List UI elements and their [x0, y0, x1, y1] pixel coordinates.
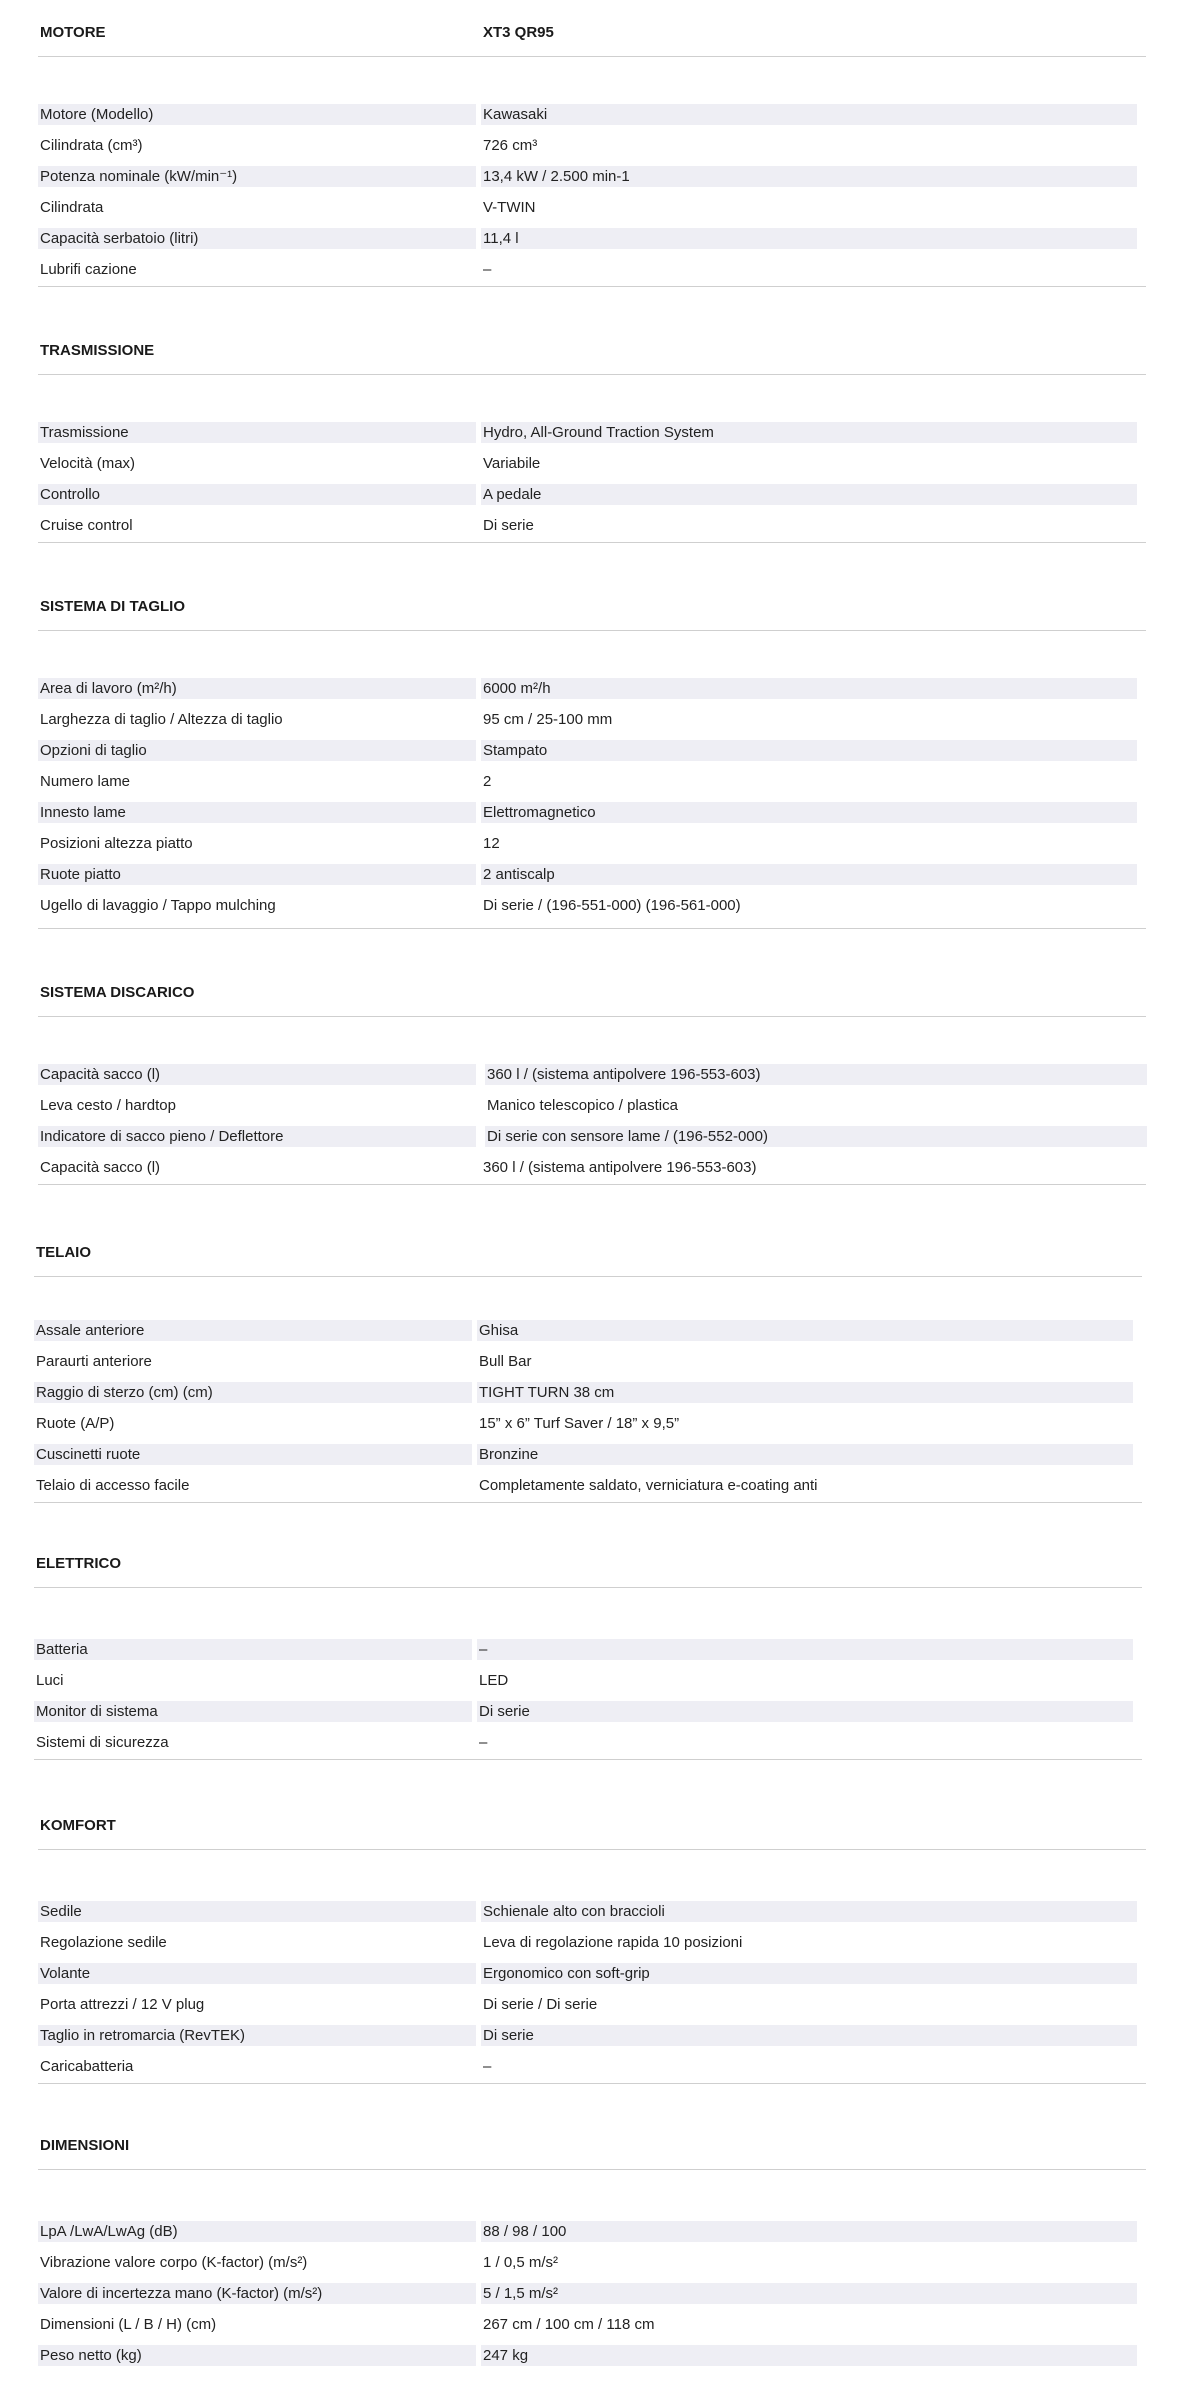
section-header — [38, 960, 1146, 1017]
spec-label: Innesto lame — [38, 802, 476, 823]
spec-row — [0, 1347, 1200, 1378]
spec-row — [0, 449, 1200, 480]
spec-value: V-TWIN — [483, 199, 536, 216]
section-title: SISTEMA DISCARICO — [40, 984, 195, 1001]
section-divider — [34, 1502, 1142, 1503]
spec-label: Assale anteriore — [34, 1320, 472, 1341]
spec-value: 11,4 l — [481, 228, 1137, 249]
spec-value: 2 antiscalp — [481, 864, 1137, 885]
spec-value: Di serie — [481, 2025, 1137, 2046]
spec-value: Di serie con sensore lame / (196-552-000) — [485, 1126, 1147, 1147]
spec-row — [0, 511, 1200, 542]
spec-value: 267 cm / 100 cm / 118 cm — [483, 2316, 655, 2333]
spec-row — [0, 798, 1200, 829]
spec-row — [0, 2279, 1200, 2310]
spec-value: 88 / 98 / 100 — [481, 2221, 1137, 2242]
spec-value: 360 l / (sistema antipolvere 196-553-603) — [485, 1064, 1147, 1085]
spec-row — [0, 2052, 1200, 2083]
spec-row — [0, 162, 1200, 193]
spec-label: Area di lavoro (m²/h) — [38, 678, 476, 699]
spec-row — [0, 2310, 1200, 2341]
spec-label: Cuscinetti ruote — [34, 1444, 472, 1465]
section-header — [38, 2113, 1146, 2170]
spec-row — [0, 1153, 1200, 1184]
spec-label: Valore di incertezza mano (K-factor) (m/s²) — [38, 2283, 476, 2304]
spec-row — [0, 767, 1200, 798]
spec-row — [0, 891, 1200, 922]
spec-label: Capacità serbatoio (litri) — [38, 228, 476, 249]
spec-value: – — [477, 1639, 1133, 1660]
spec-row — [0, 1897, 1200, 1928]
spec-label: Ruote piatto — [38, 864, 476, 885]
spec-rows — [0, 1316, 1200, 1502]
spec-value: 2 — [483, 773, 492, 790]
spec-label: Caricabatteria — [40, 2058, 134, 2075]
spec-value: 95 cm / 25-100 mm — [483, 711, 613, 728]
section-header — [38, 318, 1146, 375]
spec-label: Paraurti anteriore — [36, 1353, 152, 1370]
spec-value: – — [479, 1734, 488, 1751]
section-divider — [34, 1759, 1142, 1760]
spec-label: Lubrifi cazione — [40, 261, 137, 278]
spec-label: Numero lame — [40, 773, 131, 790]
spec-label: Volante — [38, 1963, 476, 1984]
section-header — [34, 1531, 1142, 1588]
spec-row — [0, 1378, 1200, 1409]
spec-label: Taglio in retromarcia (RevTEK) — [38, 2025, 476, 2046]
spec-rows — [0, 418, 1200, 542]
spec-rows — [0, 1635, 1200, 1759]
spec-label: Telaio di accesso facile — [36, 1477, 190, 1494]
spec-row — [0, 829, 1200, 860]
spec-rows — [0, 1060, 1200, 1184]
spec-row — [0, 1728, 1200, 1759]
section-divider — [38, 928, 1146, 929]
spec-value: – — [483, 261, 492, 278]
section-title: MOTORE — [40, 24, 106, 41]
spec-row — [0, 1471, 1200, 1502]
spec-row — [0, 224, 1200, 255]
spec-value: 13,4 kW / 2.500 min-1 — [481, 166, 1137, 187]
spec-label: Luci — [36, 1672, 64, 1689]
spec-row — [0, 674, 1200, 705]
spec-row — [0, 418, 1200, 449]
spec-value: 12 — [483, 835, 500, 852]
section-divider — [38, 286, 1146, 287]
section-title: ELETTRICO — [36, 1555, 121, 1572]
spec-label: Posizioni altezza piatto — [40, 835, 193, 852]
spec-row — [0, 860, 1200, 891]
spec-rows — [0, 674, 1200, 922]
section-title: TRASMISSIONE — [40, 342, 155, 359]
spec-value: Ghisa — [477, 1320, 1133, 1341]
spec-label: Cilindrata (cm³) — [40, 137, 143, 154]
spec-value: TIGHT TURN 38 cm — [477, 1382, 1133, 1403]
spec-row — [0, 1091, 1200, 1122]
spec-row — [0, 2021, 1200, 2052]
spec-row — [0, 736, 1200, 767]
spec-row — [0, 255, 1200, 286]
spec-label: Sedile — [38, 1901, 476, 1922]
spec-row — [0, 2217, 1200, 2248]
spec-label: Monitor di sistema — [34, 1701, 472, 1722]
spec-label: Velocità (max) — [40, 455, 136, 472]
spec-label: Capacità sacco (l) — [38, 1064, 476, 1085]
spec-row — [0, 2248, 1200, 2279]
spec-row — [0, 705, 1200, 736]
spec-row — [0, 2341, 1200, 2372]
spec-value: Ergonomico con soft-grip — [481, 1963, 1137, 1984]
spec-label: LpA /LwA/LwAg (dB) — [38, 2221, 476, 2242]
spec-label: Peso netto (kg) — [38, 2345, 476, 2366]
spec-label: Controllo — [38, 484, 476, 505]
section-divider — [38, 1184, 1146, 1185]
spec-label: Regolazione sedile — [40, 1934, 167, 1951]
spec-row — [0, 480, 1200, 511]
spec-label: Trasmissione — [38, 422, 476, 443]
spec-value: Stampato — [481, 740, 1137, 761]
spec-label: Porta attrezzi / 12 V plug — [40, 1996, 205, 2013]
spec-label: Raggio di sterzo (cm) (cm) — [34, 1382, 472, 1403]
spec-value: 15” x 6” Turf Saver / 18” x 9,5” — [479, 1415, 680, 1432]
spec-row — [0, 1959, 1200, 1990]
section-header — [34, 1220, 1142, 1277]
spec-value: – — [483, 2058, 492, 2075]
spec-label: Ruote (A/P) — [36, 1415, 115, 1432]
spec-rows — [0, 1897, 1200, 2083]
spec-value: Hydro, All-Ground Traction System — [481, 422, 1137, 443]
spec-row — [0, 1928, 1200, 1959]
spec-value: 360 l / (sistema antipolvere 196-553-603) — [483, 1159, 757, 1176]
spec-row — [0, 1060, 1200, 1091]
spec-value: LED — [479, 1672, 509, 1689]
spec-value: Variabile — [483, 455, 541, 472]
section-title: TELAIO — [36, 1244, 91, 1261]
spec-value: 6000 m²/h — [481, 678, 1137, 699]
spec-label: Dimensioni (L / B / H) (cm) — [40, 2316, 217, 2333]
spec-row — [0, 1635, 1200, 1666]
spec-value: Bronzine — [477, 1444, 1133, 1465]
section-title: KOMFORT — [40, 1817, 116, 1834]
spec-row — [0, 1697, 1200, 1728]
spec-label: Potenza nominale (kW/min⁻¹) — [38, 166, 476, 187]
spec-value: Di serie / Di serie — [483, 1996, 598, 2013]
spec-row — [0, 100, 1200, 131]
spec-row — [0, 131, 1200, 162]
spec-value: Completamente saldato, verniciatura e-coating anti — [479, 1477, 818, 1494]
spec-value: Leva di regolazione rapida 10 posizioni — [483, 1934, 743, 1951]
spec-label: Cilindrata — [40, 199, 104, 216]
spec-label: Motore (Modello) — [38, 104, 476, 125]
spec-label: Opzioni di taglio — [38, 740, 476, 761]
spec-label: Batteria — [34, 1639, 472, 1660]
spec-label: Larghezza di taglio / Altezza di taglio — [40, 711, 283, 728]
spec-rows — [0, 2217, 1200, 2372]
model-name: XT3 QR95 — [483, 24, 554, 41]
spec-value: 726 cm³ — [483, 137, 538, 154]
section-divider — [38, 2083, 1146, 2084]
spec-value: Elettromagnetico — [481, 802, 1137, 823]
section-title: DIMENSIONI — [40, 2137, 130, 2154]
section-header — [38, 574, 1146, 631]
spec-value: Di serie / (196-551-000) (196-561-000) — [483, 897, 741, 914]
section-divider — [38, 542, 1146, 543]
spec-row — [0, 1316, 1200, 1347]
spec-value: Schienale alto con braccioli — [481, 1901, 1137, 1922]
spec-rows — [0, 100, 1200, 286]
spec-row — [0, 193, 1200, 224]
spec-value: Kawasaki — [481, 104, 1137, 125]
spec-row — [0, 1666, 1200, 1697]
spec-label: Capacità sacco (l) — [40, 1159, 161, 1176]
spec-label: Sistemi di sicurezza — [36, 1734, 169, 1751]
spec-label: Vibrazione valore corpo (K-factor) (m/s²) — [40, 2254, 308, 2271]
spec-value: Manico telescopico / plastica — [487, 1097, 678, 1114]
spec-value: 1 / 0,5 m/s² — [483, 2254, 559, 2271]
spec-value: A pedale — [481, 484, 1137, 505]
spec-row — [0, 1440, 1200, 1471]
spec-value: 247 kg — [481, 2345, 1137, 2366]
spec-value: Di serie — [483, 517, 534, 534]
spec-value: Di serie — [477, 1701, 1133, 1722]
section-header — [38, 0, 1146, 57]
spec-value: Bull Bar — [479, 1353, 532, 1370]
spec-label: Leva cesto / hardtop — [40, 1097, 176, 1114]
spec-row — [0, 1990, 1200, 2021]
spec-label: Ugello di lavaggio / Tappo mulching — [40, 897, 276, 914]
section-title: SISTEMA DI TAGLIO — [40, 598, 185, 615]
section-header — [38, 1793, 1146, 1850]
spec-row — [0, 1122, 1200, 1153]
spec-label: Indicatore di sacco pieno / Deflettore — [38, 1126, 476, 1147]
spec-value: 5 / 1,5 m/s² — [481, 2283, 1137, 2304]
spec-row — [0, 1409, 1200, 1440]
spec-label: Cruise control — [40, 517, 133, 534]
